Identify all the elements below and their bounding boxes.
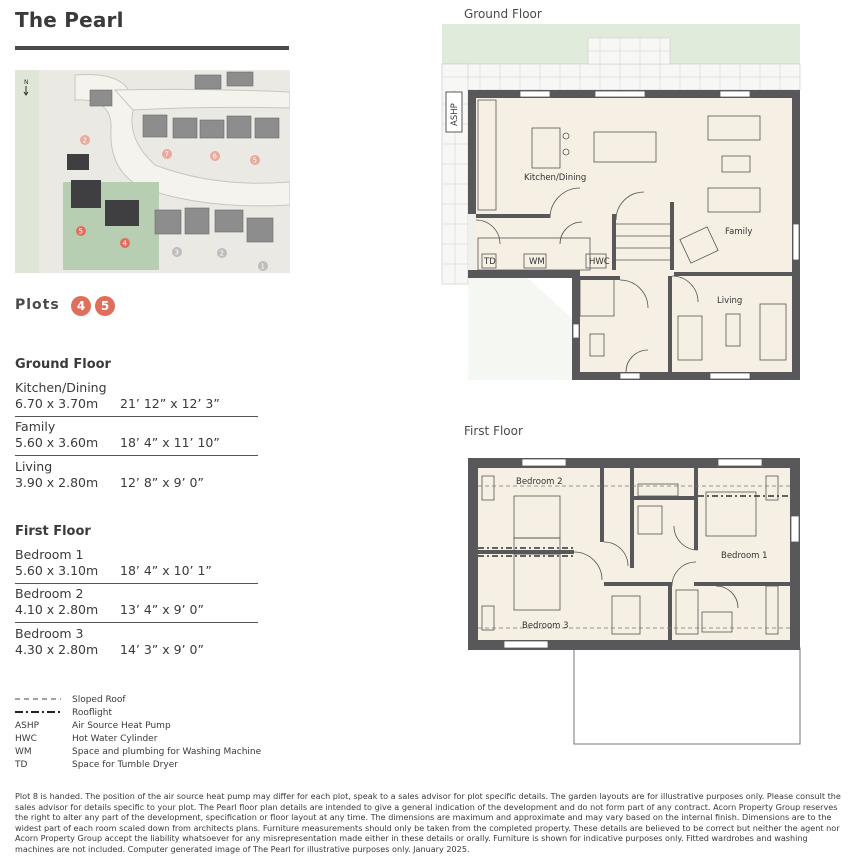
title-divider <box>15 46 289 50</box>
room-dimension-entry: Bedroom 3 4.30 x 2.80m 14’ 3” x 9’ 0” <box>15 626 204 657</box>
site-plan-map <box>15 70 290 273</box>
rooflight-line-icon <box>15 708 72 718</box>
plots-label: Plots <box>15 297 60 313</box>
room-dimension-entry: Bedroom 1 5.60 x 3.10m 18’ 4” x 10’ 1” <box>15 547 212 578</box>
legend-row: ASHP Air Source Heat Pump <box>15 720 171 731</box>
site-plot-number: 2 <box>82 136 87 145</box>
disclaimer-text: Plot 8 is handed. The position of the air source heat pump may differ for each plot, speak to a sales advisor for plot specific details. The garden layouts are for illustrative purposes only. Please consult the sales advisor for details specific to your plot. The Pearl floor plan details are intended to give a general indication of the development and do not form part of any contract. Acorn Property Group reserves the right to alter any part of the development, specification or floor layout at any time. The dimensions are maximum and approximate and may vary based on the internal finish. Dimensions are to the widest part of each room scaled down from architects plans. Furniture measurements should only be taken from the completed property. These details are believed to be correct but neither the agent nor Acorn Property Group accept the liability whatsoever for any misrepresentation made either in these details or orally. Furniture is shown for indicative purposes only. Fitted wardrobes and washing machines are not included. Computer generated image of The Pearl for illustrative purposes only. January 2025. <box>15 791 841 854</box>
room-label-bedroom-1: Bedroom 1 <box>721 551 768 561</box>
room-label-kitchen: Kitchen/Dining <box>524 173 587 183</box>
ashp-label: ASHP <box>450 103 460 126</box>
first-floor-heading: First Floor <box>15 524 91 539</box>
ground-floor-plan <box>440 24 802 380</box>
room-label-bedroom-3: Bedroom 3 <box>522 621 569 631</box>
room-dimension-entry: Kitchen/Dining 6.70 x 3.70m 21’ 12” x 12’ 3” <box>15 380 220 411</box>
legend-row: HWC Hot Water Cylinder <box>15 733 158 744</box>
first-floor-plan <box>466 456 802 748</box>
room-dimension-entry: Living 3.90 x 2.80m 12’ 8” x 9’ 0” <box>15 459 204 490</box>
hwc-label: HWC <box>589 257 610 267</box>
divider <box>15 622 258 623</box>
first-floor-plan-label: First Floor <box>464 424 523 438</box>
wm-label: WM <box>529 257 545 267</box>
legend-row: TD Space for Tumble Dryer <box>15 759 178 770</box>
room-dimension-entry: Family 5.60 x 3.60m 18’ 4” x 11’ 10” <box>15 419 220 450</box>
site-plot-number: 1 <box>260 262 265 271</box>
site-plot-number: 7 <box>164 150 169 159</box>
ground-floor-plan-label: Ground Floor <box>464 7 542 21</box>
page-title: The Pearl <box>15 8 124 32</box>
site-plot-number: 5 <box>252 156 257 165</box>
room-label-family: Family <box>725 227 753 237</box>
divider <box>15 583 258 584</box>
north-arrow-icon: N <box>24 79 29 86</box>
legend-row: Rooflight <box>15 706 112 719</box>
sloped-roof-line-icon <box>15 695 72 705</box>
legend-row: WM Space and plumbing for Washing Machine <box>15 746 262 757</box>
site-plot-number: 4 <box>122 239 127 248</box>
td-label: TD <box>484 257 496 267</box>
site-plot-number: 5 <box>78 227 83 236</box>
room-dimension-entry: Bedroom 2 4.10 x 2.80m 13’ 4” x 9’ 0” <box>15 586 204 617</box>
divider <box>15 455 258 456</box>
ground-floor-heading: Ground Floor <box>15 357 111 372</box>
site-plan-drawing <box>15 70 290 273</box>
site-plot-number: 2 <box>219 249 224 258</box>
site-plot-number: 6 <box>212 152 217 161</box>
plot-badge: 5 <box>95 296 115 316</box>
room-label-living: Living <box>717 296 743 306</box>
site-plot-number: 3 <box>174 248 179 257</box>
legend-row: Sloped Roof <box>15 693 126 706</box>
room-label-bedroom-2: Bedroom 2 <box>516 477 563 487</box>
plot-badge: 4 <box>71 296 91 316</box>
divider <box>15 416 258 417</box>
